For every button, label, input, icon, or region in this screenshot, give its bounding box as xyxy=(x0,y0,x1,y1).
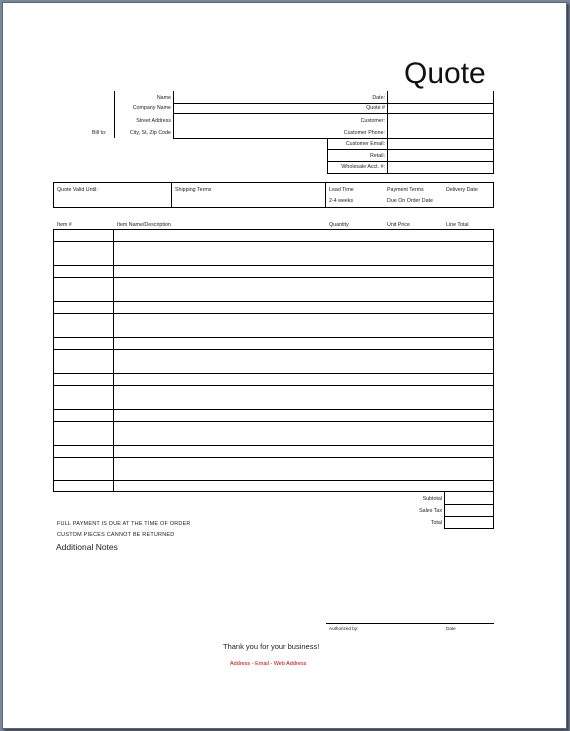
customer-email-field[interactable] xyxy=(388,139,492,149)
policy-line-returns: CUSTOM PIECES CANNOT BE RETURNED xyxy=(57,532,175,538)
signature-field[interactable] xyxy=(327,608,437,622)
signature-date-label: Date xyxy=(446,626,456,631)
additional-notes-label: Additional Notes xyxy=(56,542,118,552)
bill-to-label: Bill to: xyxy=(92,130,107,136)
quote-number-label: Quote # xyxy=(366,105,385,111)
thank-you-message: Thank you for your business! xyxy=(223,642,320,651)
city-state-zip-label: City, St, Zip Code xyxy=(129,130,171,136)
wholesale-account-label: Wholesale Acct. #: xyxy=(341,164,385,170)
street-address-label: Street Address xyxy=(136,118,171,124)
shipping-terms-field[interactable] xyxy=(173,196,324,207)
delivery-date-label: Delivery Date xyxy=(446,187,478,193)
table-row[interactable] xyxy=(54,338,493,349)
table-row[interactable] xyxy=(54,278,493,301)
col-quantity: Quantity xyxy=(329,222,349,228)
name-label: Name xyxy=(156,95,171,101)
company-name-label: Company Name xyxy=(132,105,171,111)
wholesale-account-field[interactable] xyxy=(388,162,492,173)
payment-terms-value: Due On Order Date xyxy=(387,198,433,204)
customer-phone-field[interactable] xyxy=(388,126,492,138)
retail-label: Retail: xyxy=(369,153,385,159)
page-title: Quote xyxy=(404,57,486,90)
customer-email-label: Customer Email: xyxy=(345,141,385,147)
authorized-by-label: Authorized by: xyxy=(329,626,359,631)
col-line-total: Line Total xyxy=(446,222,469,228)
lead-time-label: Lead Time xyxy=(329,187,354,193)
table-row[interactable] xyxy=(54,386,493,409)
table-row[interactable] xyxy=(54,242,493,265)
table-row[interactable] xyxy=(54,446,493,457)
date-field[interactable] xyxy=(388,92,492,102)
table-row[interactable] xyxy=(54,410,493,421)
table-row[interactable] xyxy=(54,314,493,337)
quote-valid-until-label: Quote Valid Until: xyxy=(57,187,98,193)
table-row[interactable] xyxy=(54,374,493,385)
retail-field[interactable] xyxy=(388,150,492,161)
table-row[interactable] xyxy=(54,458,493,480)
quote-valid-until-field[interactable] xyxy=(55,196,170,207)
customer-phone-label: Customer Phone: xyxy=(343,130,385,136)
col-item-number: Item # xyxy=(57,222,72,228)
customer-label: Customer: xyxy=(360,118,385,124)
total-label: Total xyxy=(430,520,442,526)
table-row[interactable] xyxy=(54,350,493,373)
table-row[interactable] xyxy=(54,266,493,277)
policy-line-payment: FULL PAYMENT IS DUE AT THE TIME OF ORDER xyxy=(57,521,191,527)
customer-field[interactable] xyxy=(388,114,492,126)
col-item-description: Item Name/Description xyxy=(117,222,171,228)
shipping-terms-label: Shipping Terms xyxy=(175,187,212,193)
subtotal-label: Subtotal xyxy=(422,496,442,502)
lead-time-value: 2-4 weeks xyxy=(329,198,354,204)
date-label: Date: xyxy=(372,95,385,101)
quote-page xyxy=(2,2,567,729)
quote-number-field[interactable] xyxy=(388,104,492,113)
payment-terms-label: Payment Terms xyxy=(387,187,424,193)
sales-tax-field[interactable] xyxy=(445,505,492,516)
table-row[interactable] xyxy=(54,230,493,241)
table-row[interactable] xyxy=(54,481,493,491)
sales-tax-label: Sales Tax xyxy=(419,508,442,514)
total-field[interactable] xyxy=(445,517,492,528)
table-row[interactable] xyxy=(54,302,493,313)
footer-contact: Address - Email - Web Address xyxy=(230,661,307,667)
subtotal-field[interactable] xyxy=(445,493,492,504)
col-unit-price: Unit Price xyxy=(387,222,410,228)
additional-notes-field[interactable] xyxy=(56,555,326,615)
table-row[interactable] xyxy=(54,422,493,445)
